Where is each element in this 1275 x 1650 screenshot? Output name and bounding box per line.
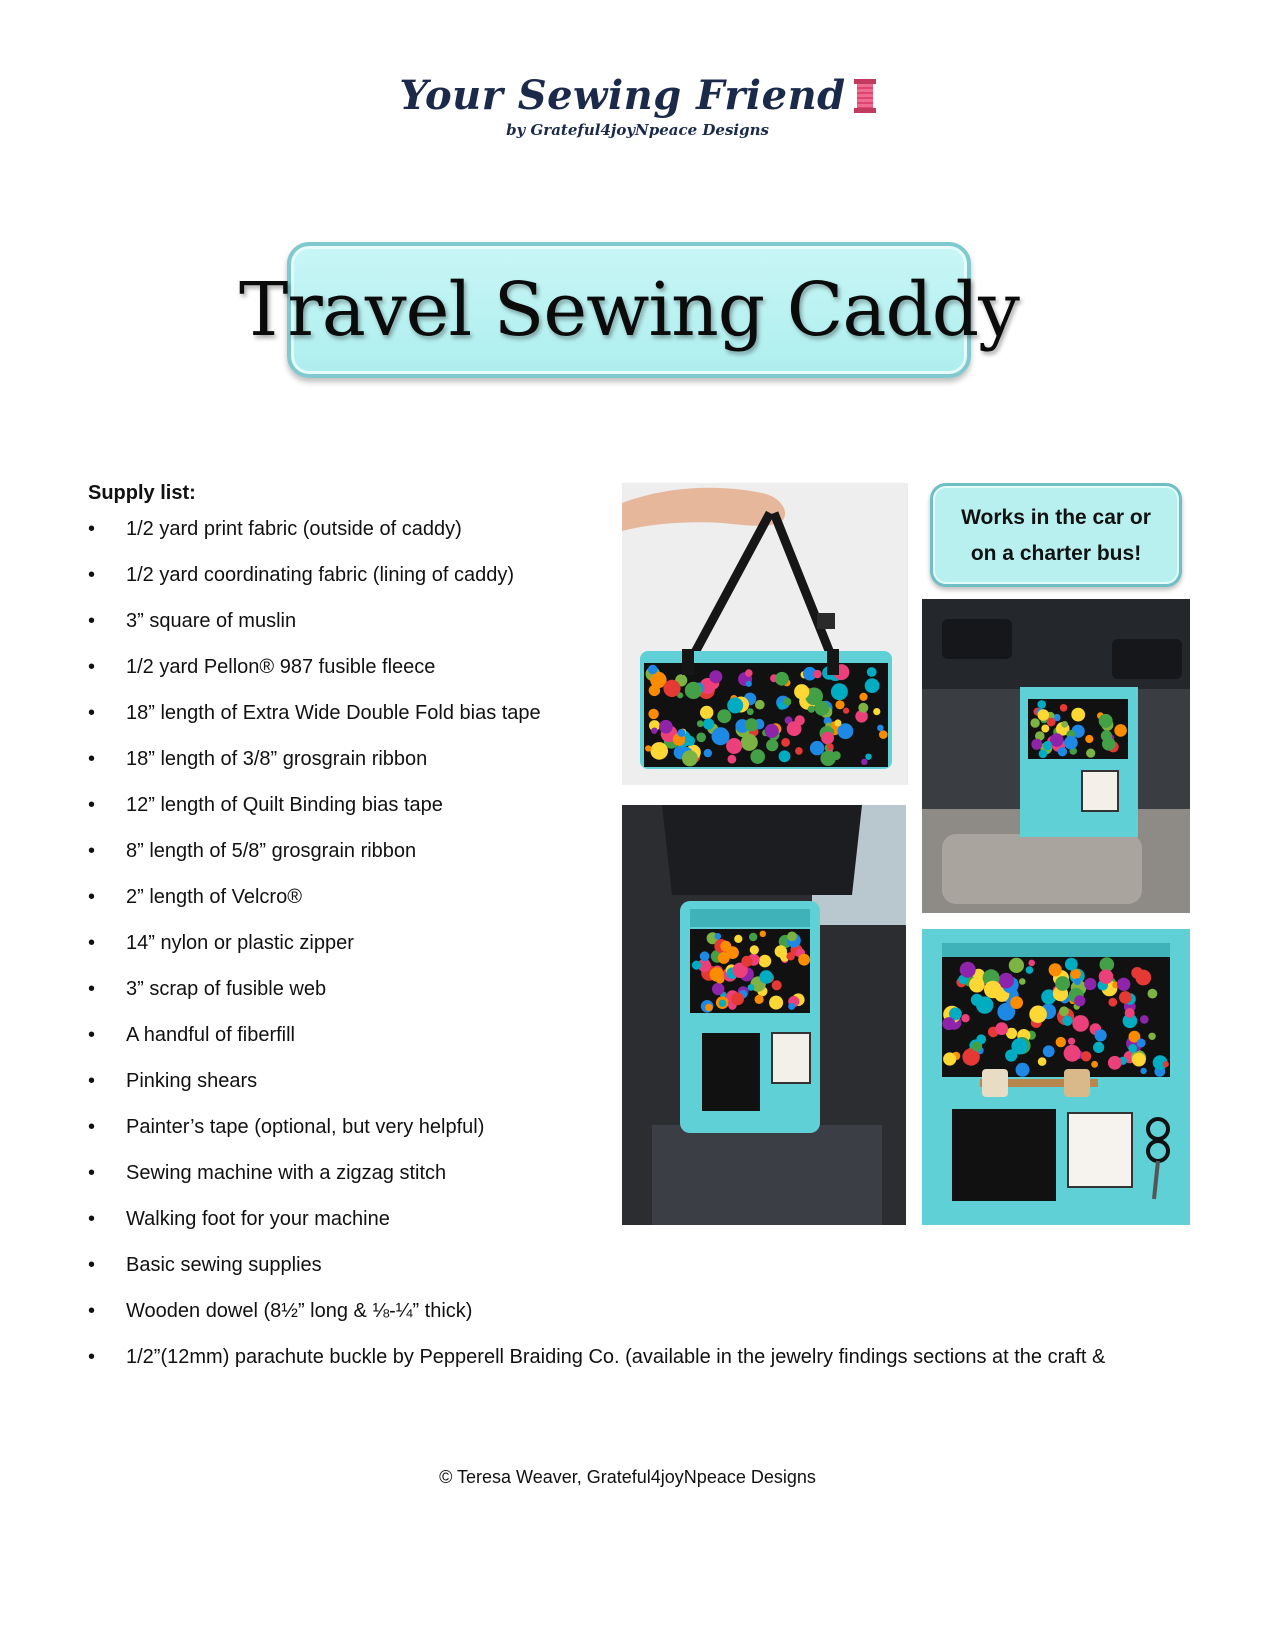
supply-list-item: • 1/2 yard print fabric (outside of caddy) [88,517,1105,563]
supply-list-item: • Pinking shears [88,1069,1105,1115]
callout-line-2: on a charter bus! [970,542,1142,565]
brand-byline: by Grateful4joyNpeace Designs [506,121,769,139]
supply-list-item: • 1/2”(12mm) parachute buckle by Pepperell Braiding Co. (available in the jewelry findings sections at the craft & [88,1345,1105,1391]
supply-list-heading: Supply list: [88,482,196,504]
brand-name: Your Sewing Friend [399,72,846,119]
supply-list-item: • 3” scrap of fusible web [88,977,1105,1023]
photo-caddy-flat-with-supplies [922,929,1190,1225]
supply-list-item: • 3” square of muslin [88,609,1105,655]
supply-list-item: • Sewing machine with a zigzag stitch [88,1161,1105,1207]
supply-list-item: • 1/2 yard Pellon® 987 fusible fleece [88,655,1105,701]
supply-list-item: • A handful of fiberfill [88,1023,1105,1069]
title-banner [239,242,1019,378]
callout-box [930,483,1182,587]
supply-list-item: • 18” length of 3/8” grosgrain ribbon [88,747,1105,793]
supply-list-item: • Wooden dowel (8½” long & ⅛-¼” thick) [88,1299,1105,1345]
photo-caddy-on-seat-back [622,805,906,1225]
brand-header [0,72,1275,139]
supply-list-item: • Painter’s tape (optional, but very helpful) [88,1115,1105,1161]
photo-caddy-handheld [622,483,908,785]
supply-list-item: • 14” nylon or plastic zipper [88,931,1105,977]
page-title: Travel Sewing Caddy [239,267,1019,353]
supply-list-item: • 1/2 yard coordinating fabric (lining of caddy) [88,563,1105,609]
copyright-footer: © Teresa Weaver, Grateful4joyNpeace Designs [439,1467,816,1487]
thread-spool-icon [854,79,876,113]
photo-caddy-in-car-dash [922,599,1190,913]
supply-list-item: • 2” length of Velcro® [88,885,1105,931]
supply-list-item: • Basic sewing supplies [88,1253,1105,1299]
supply-list-item: • 8” length of 5/8” grosgrain ribbon [88,839,1105,885]
supply-list-item: • Walking foot for your machine [88,1207,1105,1253]
callout-line-1: Works in the car or [961,506,1151,529]
supply-list-item: • 12” length of Quilt Binding bias tape [88,793,1105,839]
supply-list-item: • 18” length of Extra Wide Double Fold bias tape [88,701,1105,747]
